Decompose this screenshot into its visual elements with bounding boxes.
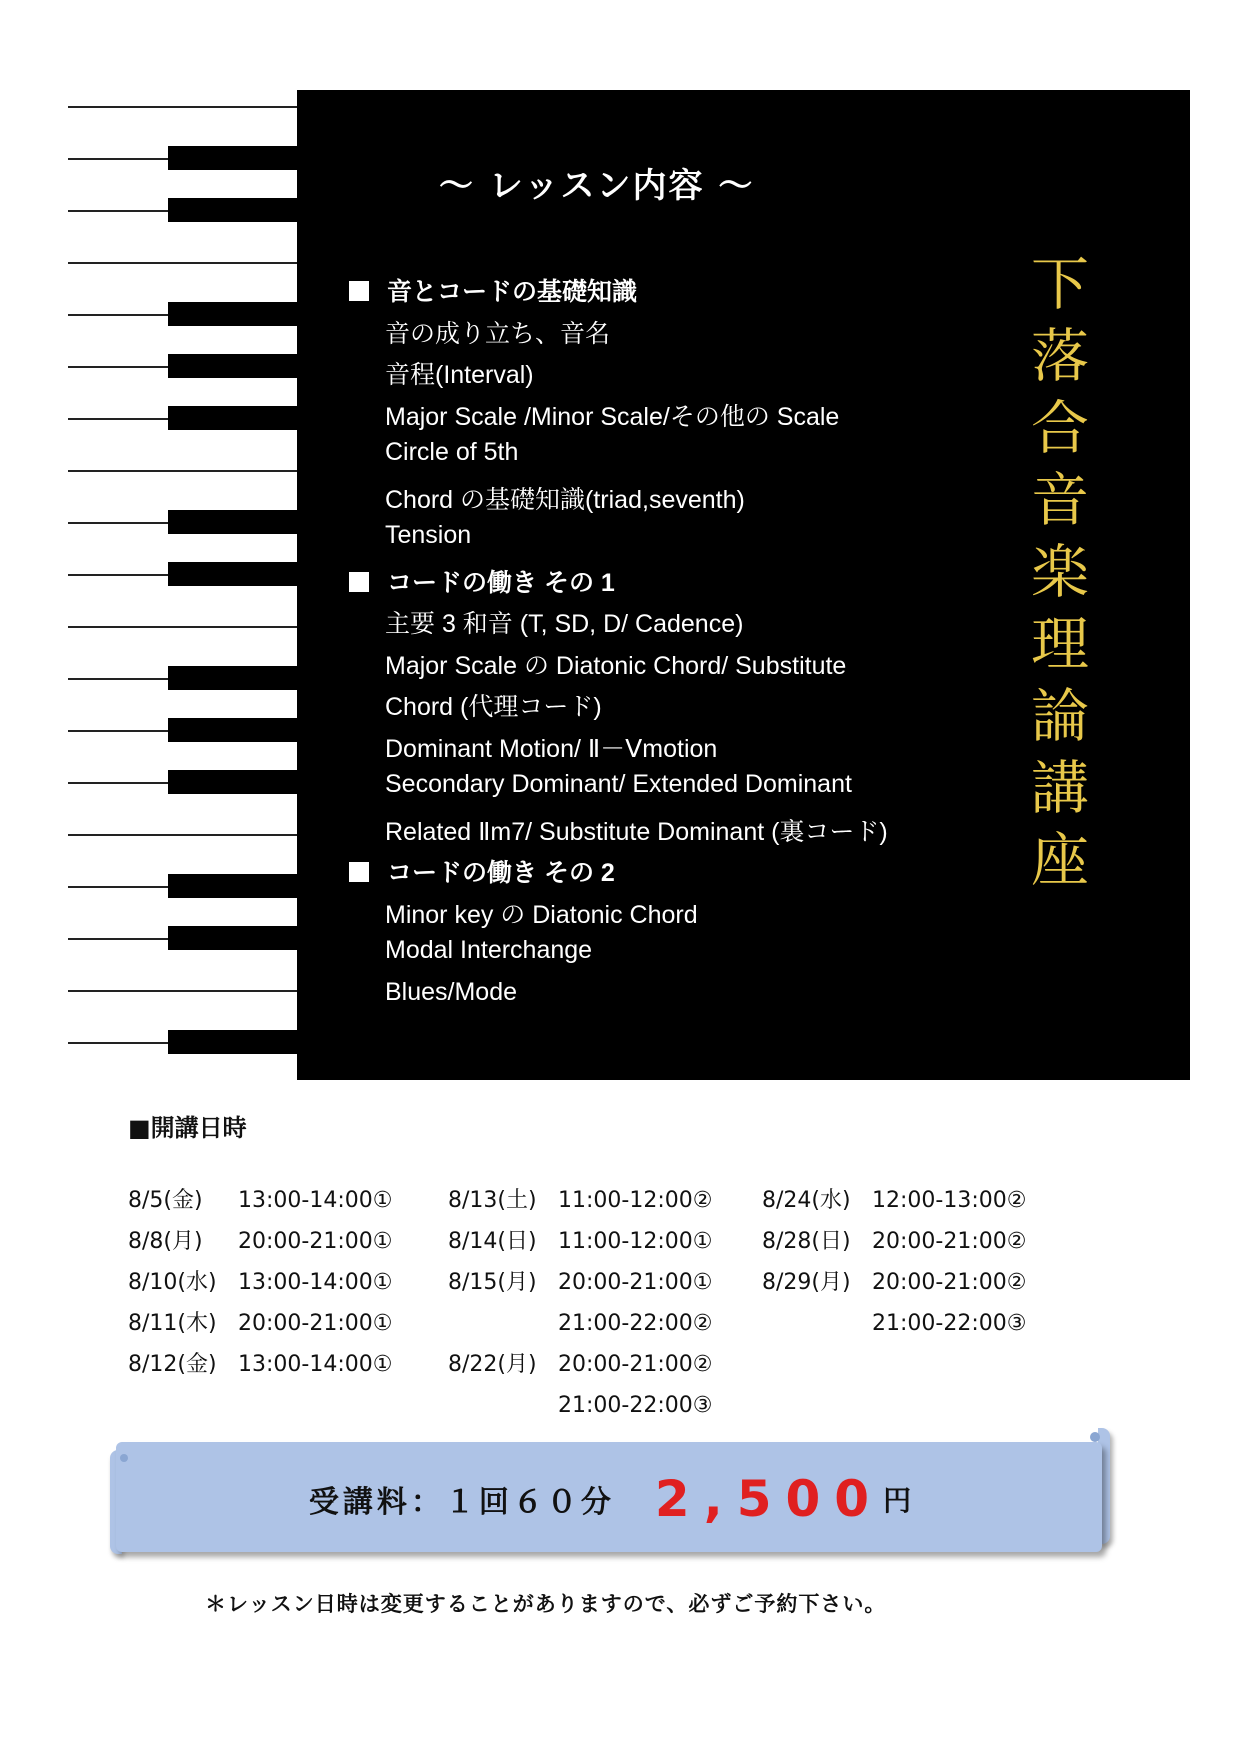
schedule-time: 21:00-22:00②: [558, 1311, 713, 1336]
schedule-date: 8/14(日): [448, 1229, 537, 1254]
schedule-time: 20:00-21:00②: [872, 1270, 1027, 1295]
schedule-date: 8/22(月): [448, 1352, 537, 1377]
black-key: [168, 718, 298, 742]
white-key-line: [68, 470, 298, 472]
white-key-line: [68, 106, 298, 108]
lesson-item: [385, 397, 839, 433]
schedule-time: 11:00-12:00①: [558, 1229, 713, 1254]
lesson-title: ～ レッスン内容 ～: [439, 166, 755, 206]
schedule-time: 21:00-22:00③: [558, 1393, 713, 1418]
schedule-row: [762, 1303, 1026, 1344]
schedule-time: 13:00-14:00①: [238, 1270, 393, 1295]
schedule-row: [128, 1221, 392, 1262]
lesson-line-text: Chord の基礎知識(triad,seventh): [385, 485, 745, 514]
schedule-row: [448, 1344, 712, 1385]
schedule-time: 13:00-14:00①: [238, 1352, 393, 1377]
black-key: [168, 146, 298, 170]
lesson-line-text: 音の成り立ち、音名: [385, 319, 611, 348]
fee-label: 受講料：１回６０分: [308, 1485, 615, 1520]
schedule-row: [448, 1303, 712, 1344]
black-key: [168, 354, 298, 378]
lesson-line-text: コードの働き その 2: [387, 859, 615, 887]
lesson-item: [385, 355, 534, 391]
black-key: [168, 562, 298, 586]
lesson-item: [385, 812, 888, 848]
lesson-item: [385, 646, 846, 682]
white-key-line: [68, 262, 298, 264]
square-bullet-icon: [349, 862, 369, 882]
schedule-time: 11:00-12:00②: [558, 1188, 713, 1213]
vertical-title-char: 座: [1030, 826, 1089, 894]
schedule-row: [448, 1221, 712, 1262]
lesson-item: [385, 314, 610, 350]
schedule-column-3: [762, 1180, 1026, 1344]
schedule-date: 8/10(水): [128, 1270, 217, 1295]
banner-dot-left: [120, 1454, 128, 1462]
lesson-line-text: Minor key の Diatonic Chord: [385, 900, 698, 929]
vertical-title-char: 楽: [1030, 538, 1089, 606]
schedule-time: 20:00-21:00②: [872, 1229, 1027, 1254]
schedule-date: 8/11(木): [128, 1311, 217, 1336]
lesson-item: [385, 770, 852, 799]
lesson-item: [385, 687, 602, 723]
vertical-title-char: 理: [1030, 610, 1089, 678]
lesson-item: [385, 480, 745, 516]
square-bullet-icon: [349, 572, 369, 592]
lesson-line-text: Blues/Mode: [385, 977, 518, 1006]
schedule-row: [128, 1262, 392, 1303]
schedule-row: [762, 1180, 1026, 1221]
schedule-time: 20:00-21:00①: [558, 1270, 713, 1295]
lesson-line-text: Related Ⅱm7/ Substitute Dominant (裏コード): [385, 817, 888, 846]
lesson-line-text: Major Scale /Minor Scale/その他の Scale: [385, 402, 840, 431]
lesson-line-text: 音とコードの基礎知識: [387, 278, 638, 306]
vertical-title-char: 落: [1030, 322, 1089, 390]
lesson-item: [385, 978, 517, 1007]
fee-banner: [110, 1424, 1110, 1574]
lesson-line-text: Dominant Motion/ Ⅱ－Ⅴmotion: [385, 734, 718, 763]
lesson-item: [385, 521, 471, 550]
schedule-row: [762, 1262, 1026, 1303]
lesson-line-text: Secondary Dominant/ Extended Dominant: [385, 770, 852, 798]
schedule-time: 20:00-21:00①: [238, 1311, 393, 1336]
vertical-title-char: 下: [1030, 250, 1089, 318]
lesson-item: [385, 729, 717, 765]
schedule-date: 8/8(月): [128, 1229, 203, 1254]
lesson-line-text: Tension: [385, 521, 472, 549]
banner-dot-right: [1090, 1432, 1100, 1442]
white-key-line: [68, 626, 298, 628]
vertical-title-char: 講: [1030, 754, 1089, 822]
schedule-row: [128, 1344, 392, 1385]
black-key: [168, 874, 298, 898]
schedule-date: 8/28(日): [762, 1229, 851, 1254]
schedule-row: [762, 1221, 1026, 1262]
lesson-panel: [297, 90, 1190, 1080]
lesson-section-heading: [349, 853, 615, 889]
black-key: [168, 406, 298, 430]
schedule-column-1: [128, 1180, 392, 1385]
schedule-date: 8/13(土): [448, 1188, 537, 1213]
lesson-line-text: Circle of 5th: [385, 438, 519, 466]
lesson-line-text: 音程(Interval): [385, 361, 534, 389]
lesson-line-text: 主要 3 和音 (T, SD, D/ Cadence): [385, 610, 744, 638]
black-key: [168, 1030, 298, 1054]
schedule-title: ■開講日時: [128, 1114, 247, 1142]
schedule-time: 12:00-13:00②: [872, 1188, 1027, 1213]
schedule-date: 8/24(水): [762, 1188, 851, 1213]
reservation-note: ＊レッスン日時は変更することがありますので、必ずご予約下さい。: [205, 1592, 887, 1616]
schedule-date: 8/12(金): [128, 1352, 217, 1377]
black-key: [168, 926, 298, 950]
schedule-row: [128, 1180, 392, 1221]
fee-amount: 2,500: [654, 1470, 884, 1528]
schedule-time: 13:00-14:00①: [238, 1188, 393, 1213]
schedule-row: [128, 1303, 392, 1344]
schedule-row: [448, 1262, 712, 1303]
black-key: [168, 510, 298, 534]
lesson-line-text: Chord (代理コード): [385, 693, 602, 721]
black-key: [168, 198, 298, 222]
schedule-column-2: [448, 1180, 712, 1426]
lesson-line-text: Major Scale の Diatonic Chord/ Substitute: [385, 651, 847, 680]
lesson-item: [385, 604, 743, 640]
fee-unit: 円: [883, 1484, 912, 1517]
lesson-line-text: コードの働き その 1: [387, 568, 615, 597]
fee-text: [110, 1470, 1110, 1528]
lesson-section-heading: [349, 272, 637, 308]
schedule-date: 8/29(月): [762, 1270, 851, 1295]
schedule-date: 8/5(金): [128, 1188, 203, 1213]
black-key: [168, 666, 298, 690]
schedule-time: 20:00-21:00①: [238, 1229, 393, 1254]
schedule-date: 8/15(月): [448, 1270, 537, 1295]
square-bullet-icon: [349, 281, 369, 301]
vertical-title-char: 合: [1030, 394, 1089, 462]
lesson-section-heading: [349, 563, 615, 599]
black-key: [168, 770, 298, 794]
lesson-item: [385, 438, 518, 467]
schedule-row: [448, 1385, 712, 1426]
vertical-title-char: 音: [1030, 466, 1089, 534]
vertical-title-char: 論: [1030, 682, 1089, 750]
schedule-time: 21:00-22:00③: [872, 1311, 1027, 1336]
lesson-line-text: Modal Interchange: [385, 936, 593, 964]
piano-keys-illustration: [68, 90, 298, 1080]
white-key-line: [68, 990, 298, 992]
lesson-item: [385, 895, 698, 931]
lesson-item: [385, 936, 592, 965]
black-key: [168, 302, 298, 326]
vertical-course-title: [1015, 248, 1105, 896]
schedule-time: 20:00-21:00②: [558, 1352, 713, 1377]
white-key-line: [68, 834, 298, 836]
schedule-row: [448, 1180, 712, 1221]
